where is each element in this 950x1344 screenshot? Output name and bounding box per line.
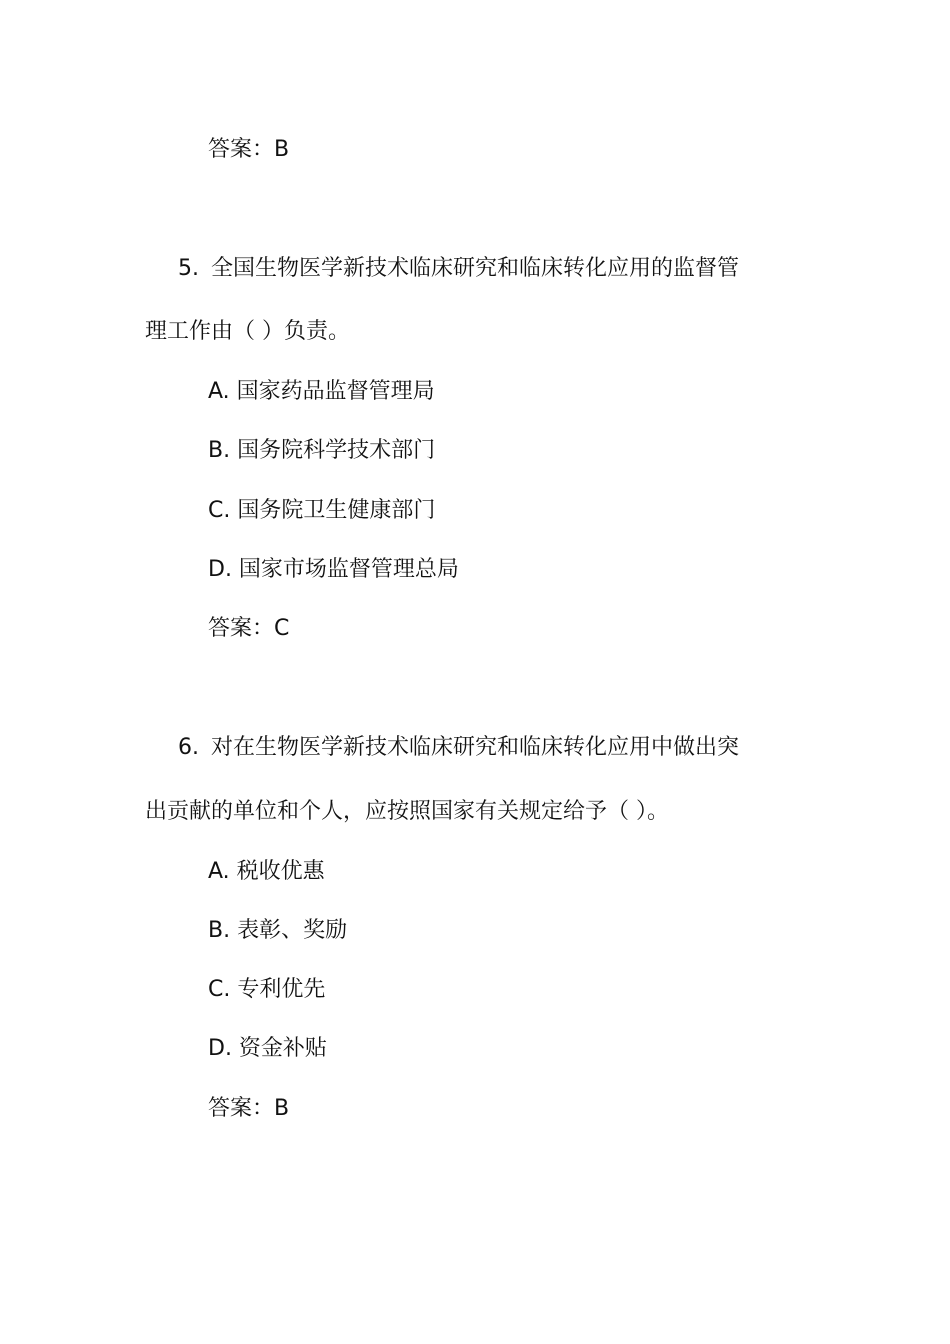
option-a: A. 税收优惠 <box>208 859 325 884</box>
question-text: 全国生物医学新技术临床研究和临床转化应用的监督管 <box>211 256 740 281</box>
option-c: C. 国务院卫生健康部门 <box>208 498 436 523</box>
option-c: C. 专利优先 <box>208 977 326 1002</box>
answer-line: 答案：B <box>208 1096 290 1121</box>
answer-line: 答案：B <box>208 137 290 162</box>
question-text: 对在生物医学新技术临床研究和临床转化应用中做出突 <box>211 735 740 760</box>
option-d: D. 资金补贴 <box>208 1036 327 1061</box>
answer-line: 答案：C <box>208 616 290 641</box>
option-b: B. 表彰、奖励 <box>208 918 348 943</box>
option-a: A. 国家药品监督管理局 <box>208 379 435 404</box>
question-6-line-1 <box>178 733 739 763</box>
option-d: D. 国家市场监督管理总局 <box>208 557 459 582</box>
question-number: 6. <box>178 735 199 760</box>
option-b: B. 国务院科学技术部门 <box>208 438 436 463</box>
question-number: 5. <box>178 256 199 281</box>
question-6-line-2: 出贡献的单位和个人，应按照国家有关规定给予（ ）。 <box>145 799 669 824</box>
question-5-line-1 <box>178 254 739 284</box>
question-5-line-2: 理工作由（ ）负责。 <box>145 319 350 344</box>
